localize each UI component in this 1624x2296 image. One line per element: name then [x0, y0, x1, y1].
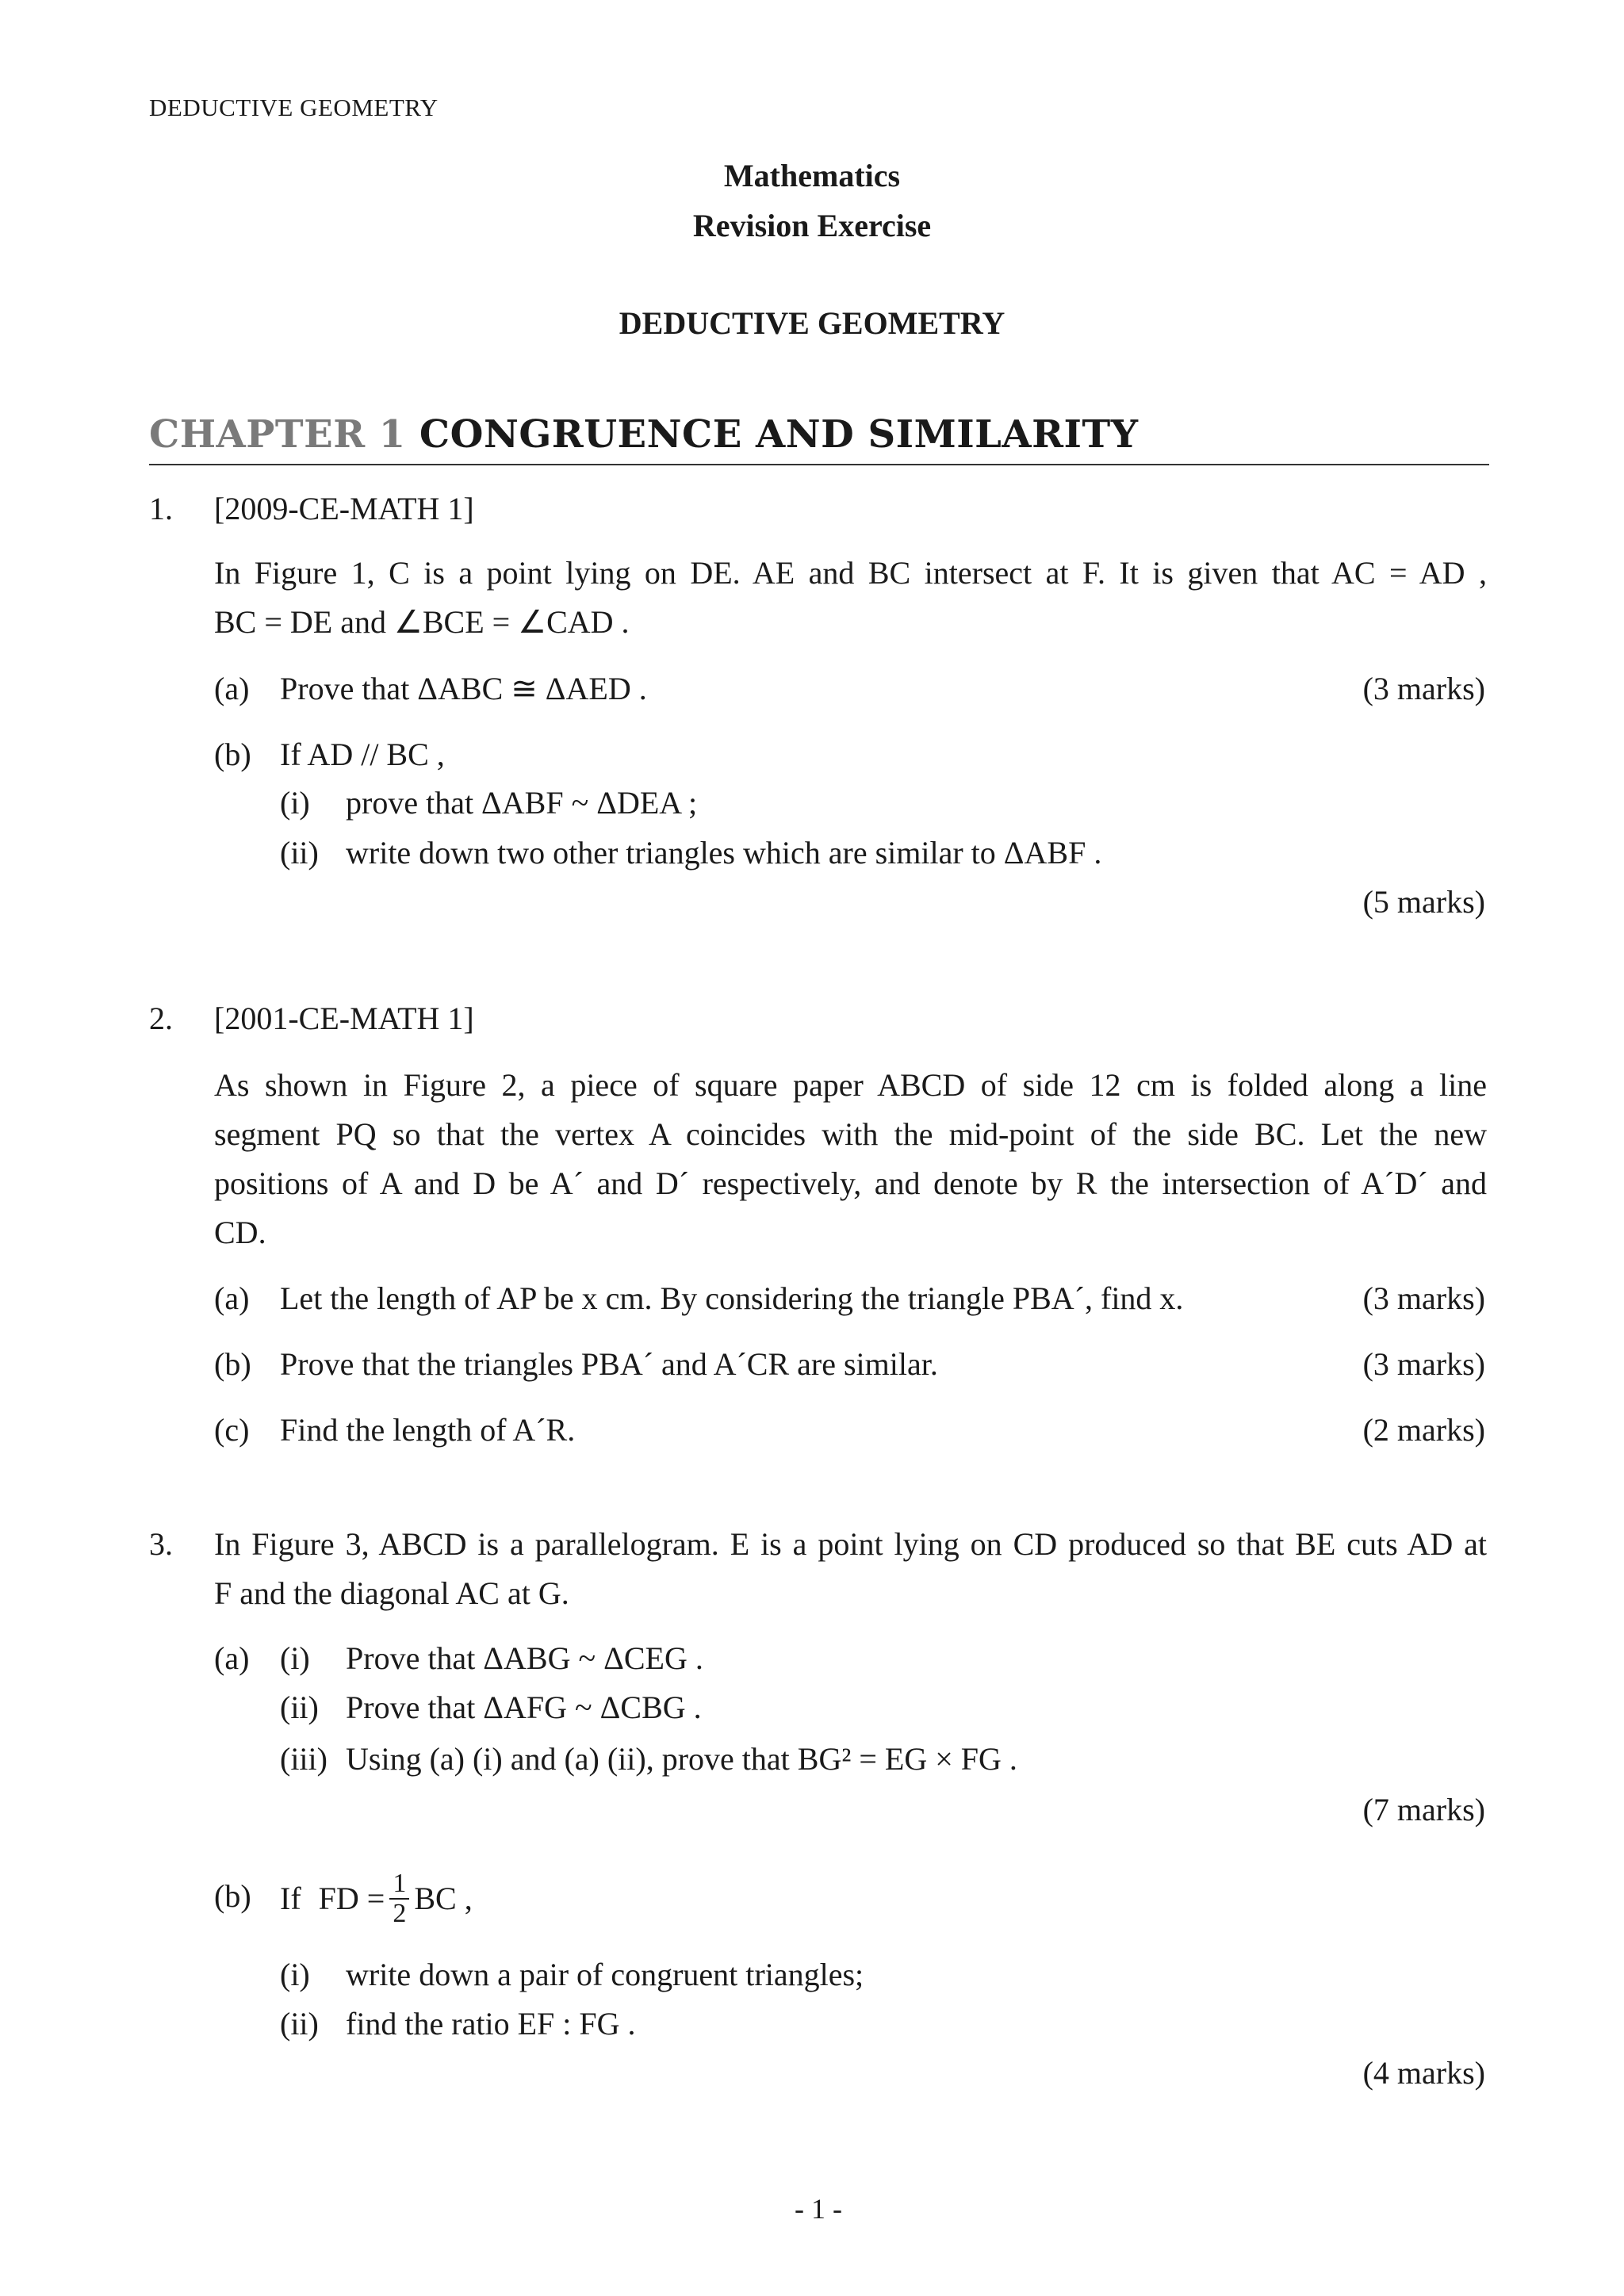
topic-title: DEDUCTIVE GEOMETRY [619, 305, 1005, 341]
q3aiii-label: (iii) [280, 1741, 327, 1777]
q2a-text: Let the length of AP be x cm. By considering the triangle PBA´, find x. [280, 1280, 1184, 1316]
running-header: DEDUCTIVE GEOMETRY [149, 94, 439, 121]
q1a-marks: (3 marks) [1362, 671, 1485, 706]
page-number: - 1 - [795, 2193, 842, 2225]
q2-source: [2001-CE-MATH 1] [214, 1001, 474, 1036]
q1-number: 1. [149, 491, 173, 526]
q3aiii-text: Using (a) (i) and (a) (ii), prove that BG² = EG × FG . [346, 1741, 1017, 1777]
q1b-label: (b) [214, 737, 251, 772]
fraction-denominator: 2 [393, 1899, 407, 1928]
q2a-marks: (3 marks) [1362, 1280, 1485, 1316]
q3aii-text: Prove that ΔAFG ~ ΔCBG . [346, 1689, 702, 1725]
q3bii-text: find the ratio EF : FG . [346, 2006, 636, 2042]
fraction-one-half [389, 1869, 409, 1927]
q1bi-text: prove that ΔABF ~ ΔDEA ; [346, 785, 698, 821]
q2b-marks: (3 marks) [1362, 1346, 1485, 1382]
q3aii-label: (ii) [280, 1689, 319, 1725]
q3b-label: (b) [214, 1878, 251, 1914]
q1bii-text: write down two other triangles which are similar to ΔABF . [346, 835, 1102, 871]
q3b-marks: (4 marks) [1362, 2055, 1485, 2091]
q3-stem-line2: F and the diagonal AC at G. [214, 1575, 569, 1611]
q3a-label: (a) [214, 1640, 250, 1676]
q1b-text: If AD // BC , [280, 737, 445, 772]
chapter-heading [149, 412, 1139, 457]
fraction-numerator: 1 [389, 1869, 409, 1900]
q3ai-text: Prove that ΔABG ~ ΔCEG . [346, 1640, 703, 1676]
q3ai-label: (i) [280, 1640, 310, 1676]
q3b-if: If [280, 1881, 301, 1916]
q2-stem-line3: positions of A and D be A´ and D´ respectively, and denote by R the intersection of A´D´ and [214, 1165, 1487, 1201]
q1a-text: Prove that ΔABC ≅ ΔAED . [280, 671, 647, 706]
q3b-rhs: BC , [414, 1881, 473, 1916]
q1-source: [2009-CE-MATH 1] [214, 491, 474, 526]
exercise-title: Revision Exercise [692, 208, 932, 243]
q3b-lhs: FD = [318, 1881, 385, 1916]
q1a-label: (a) [214, 671, 250, 706]
q2-stem-line2: segment PQ so that the vertex A coincides with the mid-point of the side BC. Let the new [214, 1116, 1487, 1152]
q2b-label: (b) [214, 1346, 251, 1382]
q1bii-label: (ii) [280, 835, 319, 871]
q1b-marks: (5 marks) [1362, 884, 1485, 920]
q2b-text: Prove that the triangles PBA´ and A´CR are similar. [280, 1346, 938, 1382]
chapter-rule [149, 464, 1489, 465]
subject-title: Mathematics [723, 158, 901, 193]
q3bi-label: (i) [280, 1957, 310, 1992]
q3-number: 3. [149, 1526, 173, 1562]
q2a-label: (a) [214, 1280, 250, 1316]
q3-stem-line1: In Figure 3, ABCD is a parallelogram. E is a point lying on CD produced so that BE cuts AD at [214, 1526, 1487, 1562]
q3bi-text: write down a pair of congruent triangles; [346, 1957, 864, 1992]
q3a-marks: (7 marks) [1362, 1792, 1485, 1827]
chapter-title: CONGRUENCE AND SIMILARITY [419, 412, 1139, 457]
q2c-text: Find the length of A´R. [280, 1412, 576, 1448]
q3bii-label: (ii) [280, 2006, 319, 2042]
q1-stem-line2: BC = DE and ∠BCE = ∠CAD . [214, 604, 630, 640]
q3b-condition [280, 1855, 473, 1942]
q1-stem-line1: In Figure 1, C is a point lying on DE. AE and BC intersect at F. It is given that AC = AD , [214, 555, 1487, 591]
q1bi-label: (i) [280, 785, 310, 821]
q2-stem-line4: CD. [214, 1215, 266, 1250]
q2-stem-line1: As shown in Figure 2, a piece of square paper ABCD of side 12 cm is folded along a line [214, 1067, 1487, 1103]
chapter-number: CHAPTER 1 [149, 412, 406, 457]
q2-number: 2. [149, 1001, 173, 1036]
q2c-marks: (2 marks) [1362, 1412, 1485, 1448]
q2c-label: (c) [214, 1412, 250, 1448]
